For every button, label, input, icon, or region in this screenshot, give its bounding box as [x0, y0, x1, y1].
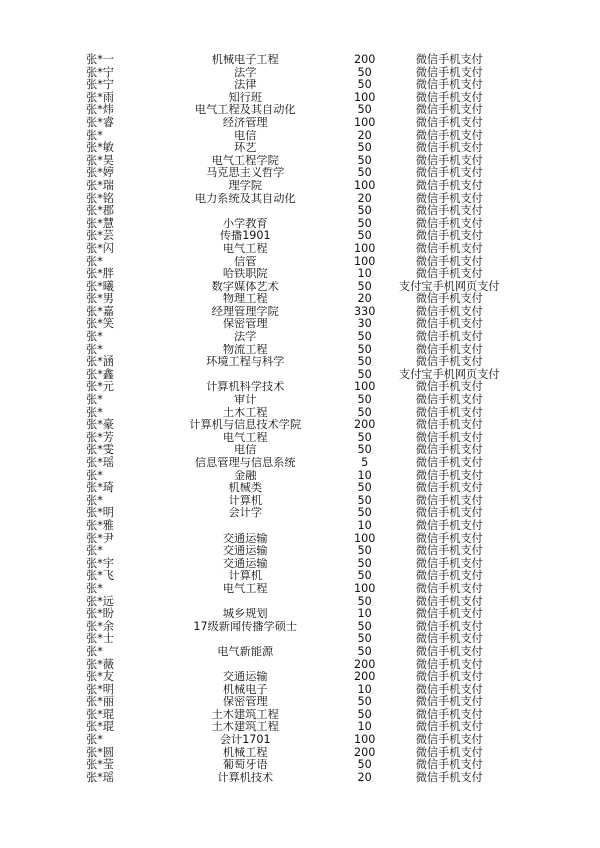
donor-major: 土木建筑工程 — [211, 721, 279, 734]
payment-method: 微信手机支付 — [415, 254, 483, 268]
donation-amount: 50 — [357, 707, 372, 721]
donor-major: 信息管理与信息系统 — [194, 457, 296, 469]
donor-name: 张*莹 — [86, 758, 114, 772]
table-row — [84, 772, 504, 785]
donation-amount: 50 — [357, 166, 372, 180]
donation-amount: 100 — [353, 733, 376, 747]
payment-method: 微信手机支付 — [415, 103, 483, 117]
table-row — [84, 205, 504, 218]
donation-amount: 50 — [357, 556, 372, 570]
donor-name: 张*瑞 — [86, 178, 114, 192]
donation-amount: 10 — [357, 518, 372, 532]
table-row — [84, 54, 504, 67]
donor-name: 张* — [86, 493, 103, 507]
payment-method: 微信手机支付 — [415, 355, 483, 369]
payment-method: 微信手机支付 — [415, 594, 483, 608]
payment-method: 微信手机支付 — [415, 733, 483, 747]
donor-major: 葡萄牙语 — [222, 759, 268, 772]
table-row — [84, 331, 504, 344]
donation-amount: 100 — [353, 241, 376, 255]
donation-amount: 100 — [353, 254, 376, 268]
table-row — [84, 117, 504, 130]
donation-amount: 10 — [357, 267, 372, 281]
donation-amount: 50 — [357, 78, 372, 92]
donation-amount: 50 — [357, 279, 372, 293]
table-row — [84, 419, 504, 432]
donor-name: 张*明 — [86, 506, 114, 520]
payment-method: 微信手机支付 — [415, 267, 483, 281]
donation-amount: 200 — [353, 670, 376, 684]
donor-name: 张* — [86, 393, 103, 407]
donor-name: 张*雨 — [86, 90, 114, 104]
donation-amount: 10 — [357, 720, 372, 734]
donor-major: 计算机 — [228, 494, 263, 507]
donor-name: 张*嘉 — [86, 304, 114, 318]
payment-method: 支付宝手机网页支付 — [398, 367, 500, 381]
donation-amount: 10 — [357, 468, 372, 482]
payment-method: 微信手机支付 — [415, 191, 483, 205]
payment-method: 微信手机支付 — [415, 115, 483, 129]
payment-method: 微信手机支付 — [415, 90, 483, 104]
donor-major: 保密管理 — [222, 318, 268, 331]
donor-major: 电力系统及其自动化 — [194, 192, 296, 205]
payment-method: 微信手机支付 — [415, 241, 483, 255]
payment-method: 微信手机支付 — [415, 607, 483, 621]
donor-major: 电信 — [234, 129, 257, 142]
donation-amount: 20 — [357, 191, 372, 205]
donation-amount: 100 — [353, 178, 376, 192]
payment-method: 微信手机支付 — [415, 141, 483, 155]
donor-major: 经济管理 — [222, 116, 268, 129]
payment-method: 微信手机支付 — [415, 506, 483, 520]
donor-name: 张*曦 — [86, 279, 114, 293]
donor-major: 环艺 — [234, 142, 257, 155]
table-row — [84, 759, 504, 772]
donation-amount: 20 — [357, 292, 372, 306]
payment-method: 微信手机支付 — [415, 556, 483, 570]
donation-amount: 200 — [353, 53, 376, 66]
donation-amount: 50 — [357, 65, 372, 79]
donor-name: 张* — [86, 128, 103, 142]
donor-name: 张*余 — [86, 619, 114, 633]
donor-name: 张*涵 — [86, 355, 114, 369]
payment-method: 微信手机支付 — [415, 518, 483, 532]
donor-major: 知行班 — [228, 91, 263, 104]
donor-name: 张*远 — [86, 594, 114, 608]
donation-amount: 50 — [357, 216, 372, 230]
donation-amount: 50 — [357, 619, 372, 633]
donor-name: 张*豪 — [86, 418, 114, 432]
donor-name: 张*宁 — [86, 65, 114, 79]
payment-method: 微信手机支付 — [415, 304, 483, 318]
donor-major: 机械类 — [228, 482, 263, 495]
donor-major: 传播1901 — [219, 230, 271, 243]
donation-amount: 50 — [357, 204, 372, 218]
donor-major: 马克思主义哲学 — [206, 167, 285, 180]
donor-name: 张* — [86, 468, 103, 482]
donation-amount: 100 — [353, 90, 376, 104]
donation-amount: 50 — [357, 594, 372, 608]
donation-list — [84, 54, 504, 784]
table-row — [84, 79, 504, 92]
donation-amount: 50 — [357, 405, 372, 419]
table-row — [84, 394, 504, 407]
donor-major: 交通运输 — [222, 532, 268, 545]
donation-amount: 100 — [353, 380, 376, 394]
donor-name: 张*宇 — [86, 556, 114, 570]
donation-amount: 50 — [357, 367, 372, 381]
donor-major: 电气工程学院 — [211, 154, 279, 167]
donor-name: 张*士 — [86, 632, 114, 646]
payment-method: 微信手机支付 — [415, 342, 483, 356]
payment-method: 微信手机支付 — [415, 569, 483, 583]
donor-major: 金融 — [234, 469, 257, 482]
donor-name: 张*昊 — [86, 153, 114, 167]
payment-method: 微信手机支付 — [415, 644, 483, 658]
donation-amount: 200 — [353, 418, 376, 432]
donor-name: 张*圆 — [86, 745, 114, 759]
table-row — [84, 268, 504, 281]
donor-name: 张*敏 — [86, 141, 114, 155]
payment-method: 微信手机支付 — [415, 720, 483, 734]
donor-name: 张*丽 — [86, 695, 114, 709]
donor-major: 交通运输 — [222, 557, 268, 570]
payment-method: 微信手机支付 — [415, 166, 483, 180]
donor-major — [156, 633, 335, 646]
donor-name: 张*薇 — [86, 657, 114, 671]
payment-method: 微信手机支付 — [415, 418, 483, 432]
donation-amount: 50 — [357, 330, 372, 344]
donor-name: 张*一 — [86, 53, 114, 66]
donation-amount: 20 — [357, 770, 372, 784]
donation-amount: 50 — [357, 695, 372, 709]
donor-name: 张*尹 — [86, 531, 114, 545]
donor-major: 法学 — [234, 66, 257, 79]
donation-amount: 100 — [353, 115, 376, 129]
donor-major: 小学教育 — [222, 217, 268, 230]
donation-amount: 200 — [353, 745, 376, 759]
donor-major — [156, 520, 335, 533]
donor-name: 张*婷 — [86, 166, 114, 180]
donor-name: 张*明 — [86, 682, 114, 696]
donor-major: 数字媒体艺术 — [211, 280, 279, 293]
table-row — [84, 457, 504, 470]
donor-major: 法律 — [234, 79, 257, 92]
donor-major: 会计学 — [228, 507, 263, 520]
donor-name: 张*琨 — [86, 707, 114, 721]
donation-amount: 50 — [357, 493, 372, 507]
donation-amount: 50 — [357, 544, 372, 558]
payment-method: 微信手机支付 — [415, 430, 483, 444]
donation-amount: 50 — [357, 103, 372, 117]
donor-major: 17级新闻传播学硕士 — [193, 620, 298, 633]
donation-amount: 100 — [353, 581, 376, 595]
payment-method: 支付宝手机网页支付 — [398, 279, 500, 293]
donor-name: 张*郡 — [86, 204, 114, 218]
donation-amount: 100 — [353, 531, 376, 545]
payment-method: 微信手机支付 — [415, 468, 483, 482]
donor-major — [156, 205, 335, 218]
donor-name: 张*飞 — [86, 569, 114, 583]
table-row — [84, 356, 504, 369]
payment-method: 微信手机支付 — [415, 493, 483, 507]
donation-amount: 50 — [357, 644, 372, 658]
donor-major: 电气新能源 — [217, 645, 274, 658]
payment-method: 微信手机支付 — [415, 65, 483, 79]
donor-major: 哈铁职院 — [222, 268, 268, 281]
table-row — [84, 608, 504, 621]
donor-major: 法学 — [234, 331, 257, 344]
donor-name: 张* — [86, 544, 103, 558]
payment-method: 微信手机支付 — [415, 128, 483, 142]
donor-name: 张*盼 — [86, 607, 114, 621]
donor-major: 机械电子 — [222, 683, 268, 696]
payment-method: 微信手机支付 — [415, 745, 483, 759]
donor-name: 张*闪 — [86, 241, 114, 255]
donor-name: 张*芸 — [86, 229, 114, 243]
payment-method: 微信手机支付 — [415, 581, 483, 595]
donation-amount: 330 — [353, 304, 376, 318]
donation-amount: 50 — [357, 153, 372, 167]
payment-method: 微信手机支付 — [415, 292, 483, 306]
donor-major: 机械电子工程 — [211, 54, 279, 66]
donor-name: 张*炜 — [86, 103, 114, 117]
payment-method: 微信手机支付 — [415, 204, 483, 218]
payment-method: 微信手机支付 — [415, 405, 483, 419]
donation-amount: 20 — [357, 128, 372, 142]
donation-amount: 50 — [357, 758, 372, 772]
donor-name: 张* — [86, 330, 103, 344]
donor-name: 张*友 — [86, 670, 114, 684]
donor-major: 物理工程 — [222, 293, 268, 306]
payment-method: 微信手机支付 — [415, 682, 483, 696]
donor-name: 张*雯 — [86, 443, 114, 457]
donor-major: 电气工程及其自动化 — [194, 104, 296, 117]
payment-method: 微信手机支付 — [415, 531, 483, 545]
donor-name: 张*琨 — [86, 720, 114, 734]
donor-major: 城乡规划 — [222, 608, 268, 621]
table-row — [84, 734, 504, 747]
donation-amount: 50 — [357, 229, 372, 243]
donation-amount: 50 — [357, 569, 372, 583]
donor-major — [156, 369, 335, 382]
donor-major: 审计 — [234, 394, 257, 407]
payment-method: 微信手机支付 — [415, 317, 483, 331]
payment-method: 微信手机支付 — [415, 670, 483, 684]
donor-name: 张*瑶 — [86, 456, 114, 469]
donor-name: 张*胖 — [86, 267, 114, 281]
payment-method: 微信手机支付 — [415, 544, 483, 558]
table-row — [84, 646, 504, 659]
payment-method: 微信手机支付 — [415, 758, 483, 772]
donation-amount: 50 — [357, 141, 372, 155]
donor-major: 计算机技术 — [217, 771, 274, 784]
payment-method: 微信手机支付 — [415, 481, 483, 495]
donor-major: 会计1701 — [219, 734, 271, 747]
donor-name: 张*雅 — [86, 518, 114, 532]
payment-method: 微信手机支付 — [415, 456, 483, 469]
donor-major: 机械工程 — [222, 746, 268, 759]
payment-method: 微信手机支付 — [415, 393, 483, 407]
payment-method: 微信手机支付 — [415, 178, 483, 192]
table-row — [84, 696, 504, 709]
table-row — [84, 545, 504, 558]
table-row — [84, 243, 504, 256]
payment-method: 微信手机支付 — [415, 153, 483, 167]
donor-major: 电气工程 — [222, 582, 268, 595]
donor-name: 张* — [86, 342, 103, 356]
donation-amount: 30 — [357, 317, 372, 331]
table-row — [84, 293, 504, 306]
payment-method: 微信手机支付 — [415, 380, 483, 394]
donor-major: 计算机 — [228, 570, 263, 583]
donor-name: 张*芳 — [86, 430, 114, 444]
donor-name: 张* — [86, 733, 103, 747]
donor-name: 张*睿 — [86, 115, 114, 129]
payment-method: 微信手机支付 — [415, 216, 483, 230]
payment-method: 微信手机支付 — [415, 53, 483, 66]
payment-method: 微信手机支付 — [415, 78, 483, 92]
table-row — [84, 583, 504, 596]
donor-major: 交通运输 — [222, 671, 268, 684]
donor-name: 张*男 — [86, 292, 114, 306]
table-row — [84, 482, 504, 495]
donor-major: 信管 — [234, 255, 257, 268]
donor-name: 张* — [86, 254, 103, 268]
donation-amount: 50 — [357, 355, 372, 369]
donation-amount: 50 — [357, 632, 372, 646]
donation-amount: 50 — [357, 481, 372, 495]
donation-amount: 10 — [357, 607, 372, 621]
payment-method: 微信手机支付 — [415, 770, 483, 784]
donor-name: 张* — [86, 644, 103, 658]
payment-method: 微信手机支付 — [415, 632, 483, 646]
donor-name: 张* — [86, 405, 103, 419]
donor-name: 张*铭 — [86, 191, 114, 205]
donor-major: 保密管理 — [222, 696, 268, 709]
table-row — [84, 142, 504, 155]
donor-major: 土木工程 — [222, 406, 268, 419]
donation-amount: 200 — [353, 657, 376, 671]
donation-amount: 50 — [357, 430, 372, 444]
donor-major: 电气工程 — [222, 431, 268, 444]
table-row — [84, 180, 504, 193]
donor-name: 张*元 — [86, 380, 114, 394]
donor-major: 计算机与信息技术学院 — [189, 419, 302, 432]
donor-major — [156, 659, 335, 672]
payment-method: 微信手机支付 — [415, 330, 483, 344]
donor-major: 电信 — [234, 444, 257, 457]
table-row — [84, 671, 504, 684]
table-row — [84, 520, 504, 533]
payment-method: 微信手机支付 — [415, 229, 483, 243]
donor-name: 张*鑫 — [86, 367, 114, 381]
donation-amount: 50 — [357, 342, 372, 356]
payment-method: 微信手机支付 — [415, 695, 483, 709]
donor-name: 张*慧 — [86, 216, 114, 230]
donation-amount: 5 — [361, 456, 369, 469]
donor-major: 电气工程 — [222, 242, 268, 255]
donor-name: 张*琦 — [86, 481, 114, 495]
donor-name: 张*宁 — [86, 78, 114, 92]
donor-major: 经理管理学院 — [211, 305, 279, 318]
donor-major: 土木建筑工程 — [211, 708, 279, 721]
donation-amount: 50 — [357, 393, 372, 407]
donor-name: 张*瑶 — [86, 770, 114, 784]
donor-major: 计算机科学技术 — [206, 381, 285, 394]
donation-amount: 50 — [357, 506, 372, 520]
donor-major — [156, 596, 335, 609]
donor-name: 张* — [86, 581, 103, 595]
donor-major: 物流工程 — [222, 343, 268, 356]
payment-method: 微信手机支付 — [415, 657, 483, 671]
donor-name: 张*笑 — [86, 317, 114, 331]
payment-method: 微信手机支付 — [415, 707, 483, 721]
donor-major: 交通运输 — [222, 545, 268, 558]
donation-amount: 10 — [357, 682, 372, 696]
donation-amount: 50 — [357, 443, 372, 457]
payment-method: 微信手机支付 — [415, 619, 483, 633]
payment-method: 微信手机支付 — [415, 443, 483, 457]
donor-major: 理学院 — [228, 179, 263, 192]
donor-major: 环境工程与科学 — [206, 356, 285, 369]
